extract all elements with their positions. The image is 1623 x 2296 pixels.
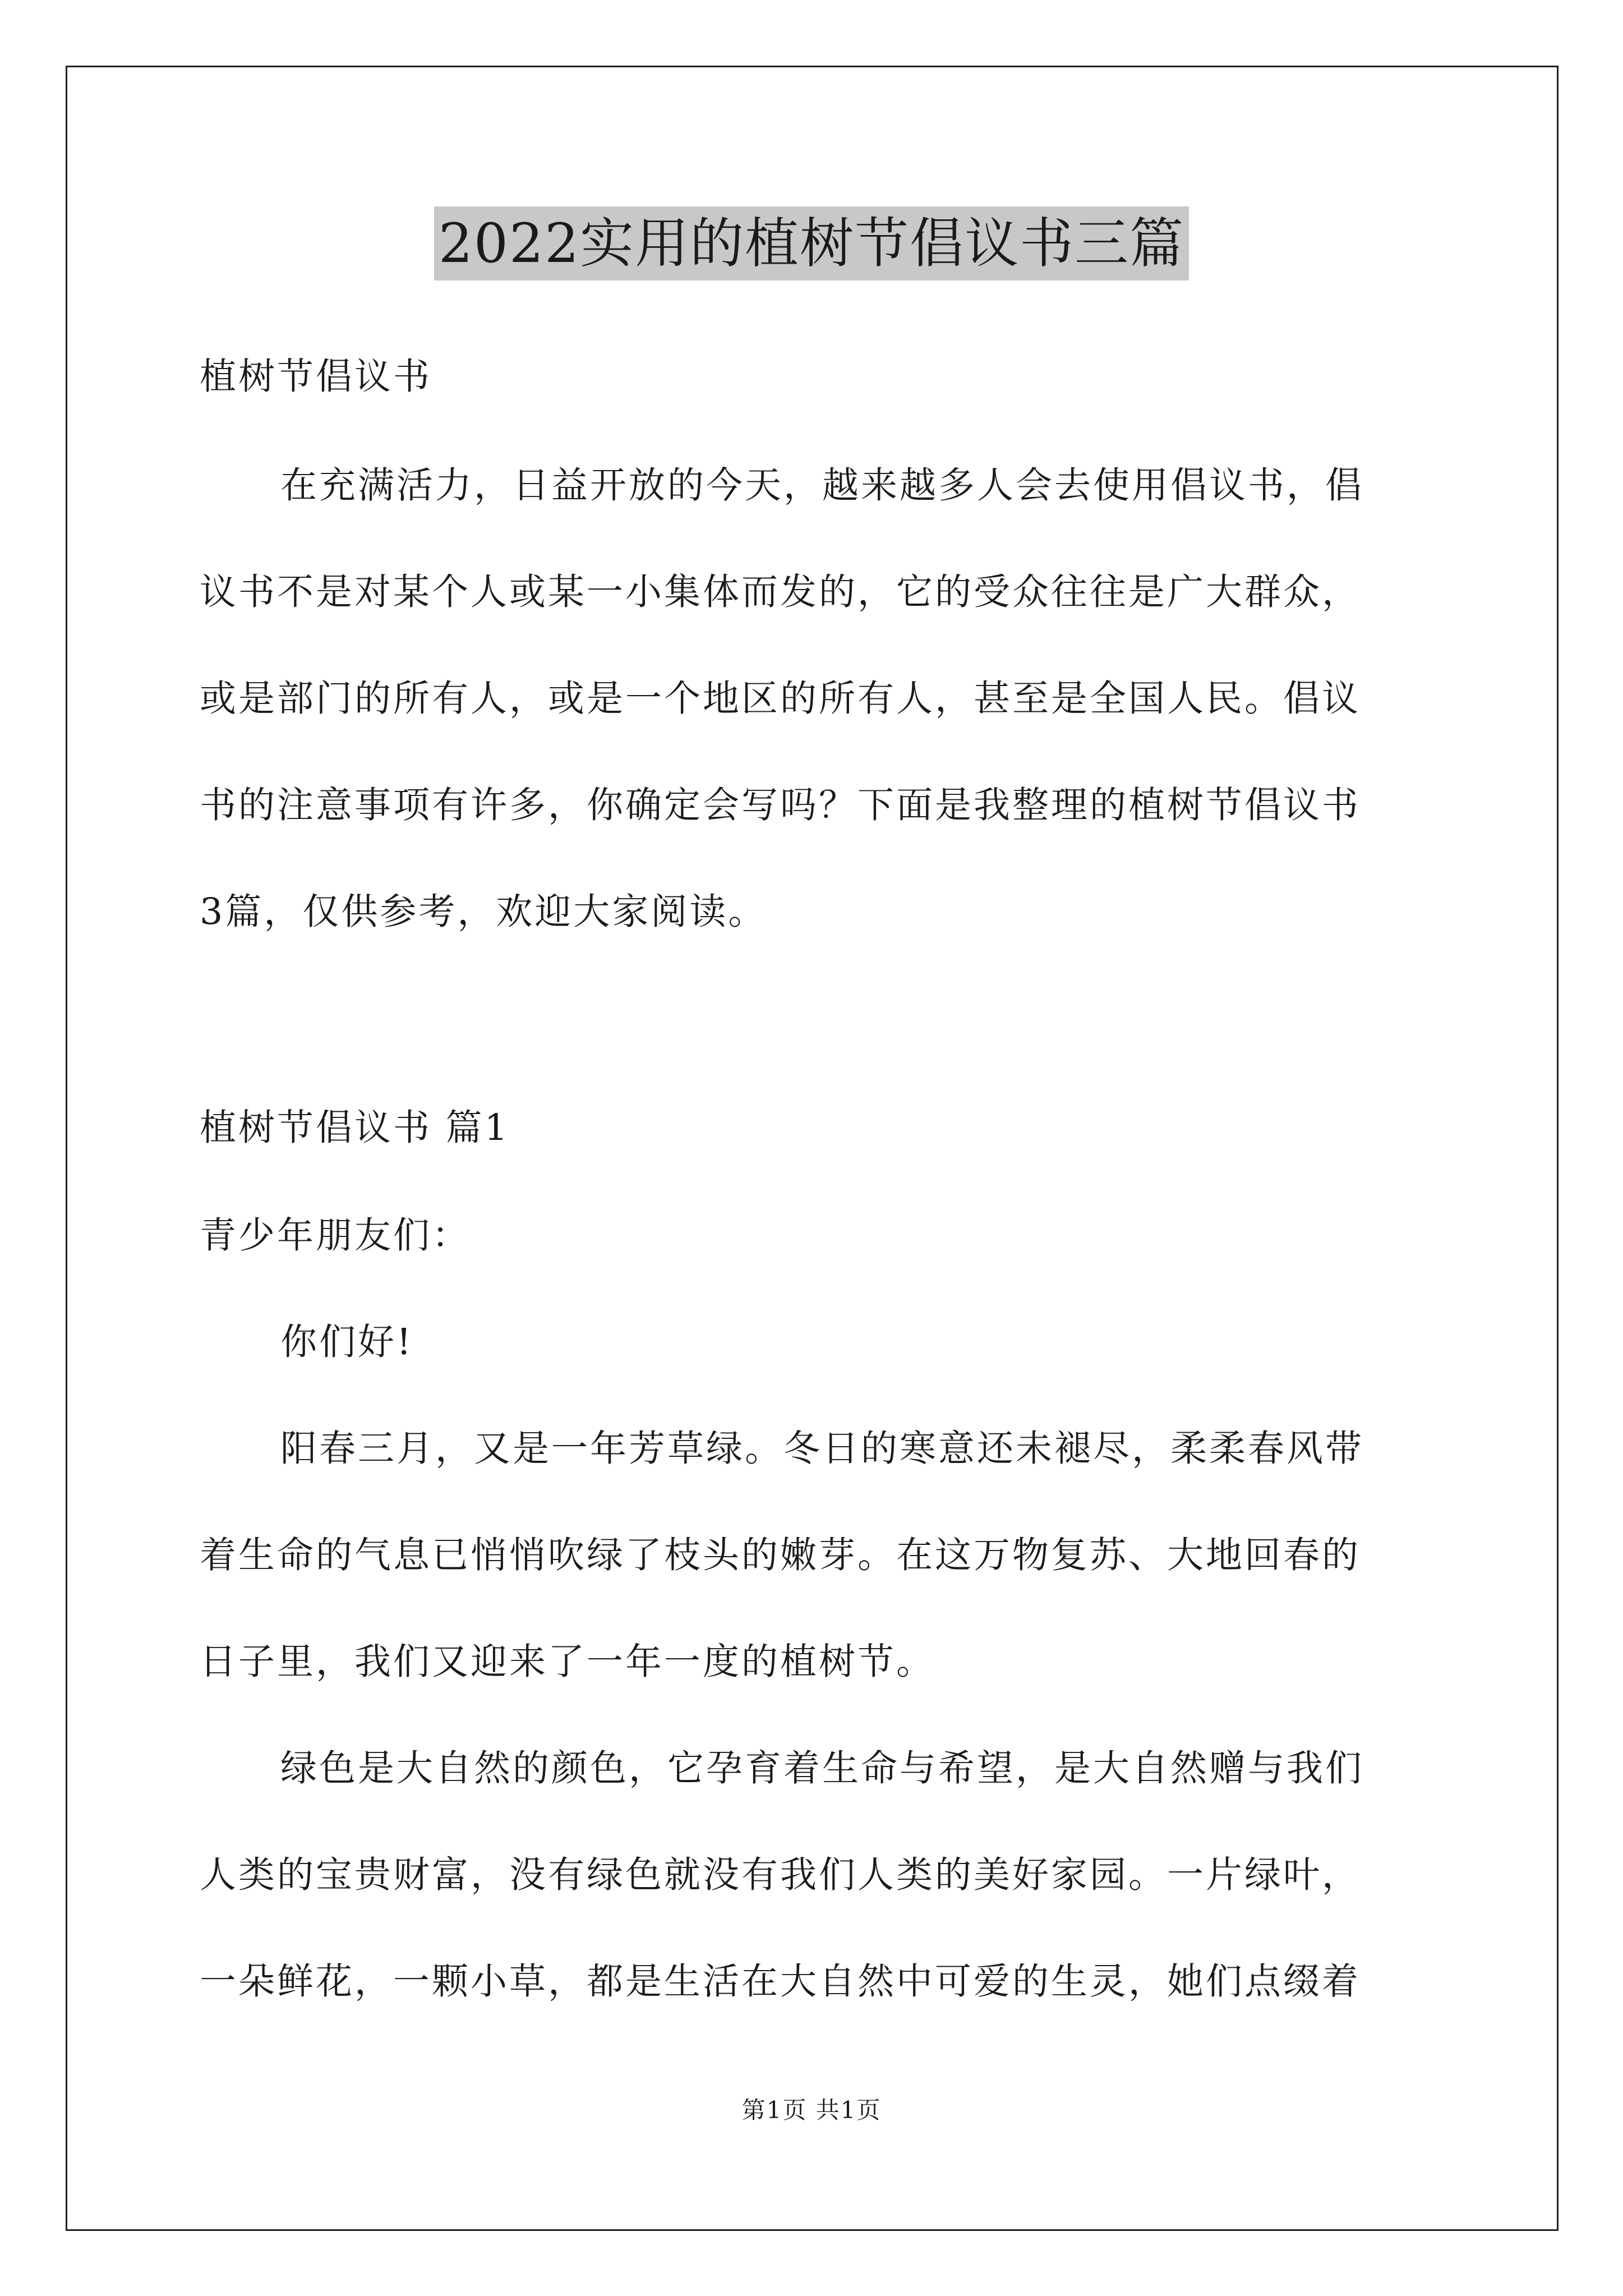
greeting: 你们好!	[280, 1321, 414, 1363]
section-heading: 植树节倡议书 篇1	[200, 1107, 510, 1149]
paragraph-line: 3篇，仅供参考，欢迎大家阅读。	[200, 891, 767, 933]
paragraph-line: 书的注意事项有许多，你确定会写吗？下面是我整理的植树节倡议书	[200, 784, 1361, 826]
paragraph-line: 绿色是大自然的颜色，它孕育着生命与希望，是大自然赠与我们	[280, 1747, 1364, 1789]
paragraph-line: 在充满活力，日益开放的今天，越来越多人会去使用倡议书，倡	[280, 464, 1364, 507]
paragraph-line: 日子里，我们又迎来了一年一度的植树节。	[200, 1641, 935, 1683]
paragraph-line: 着生命的气息已悄悄吹绿了枝头的嫩芽。在这万物复苏、大地回春的	[200, 1534, 1361, 1576]
salutation: 青少年朋友们：	[200, 1214, 471, 1257]
title-container	[0, 206, 1623, 280]
paragraph-line: 或是部门的所有人，或是一个地区的所有人，甚至是全国人民。倡议	[200, 678, 1361, 720]
paragraph-line: 一朵鲜花，一颗小草，都是生活在大自然中可爱的生灵，她们点缀着	[200, 1961, 1361, 2003]
document-title: 2022实用的植树节倡议书三篇	[434, 206, 1189, 280]
paragraph-line: 阳春三月，又是一年芳草绿。冬日的寒意还未褪尽，柔柔春风带	[280, 1428, 1364, 1470]
paragraph-line: 人类的宝贵财富，没有绿色就没有我们人类的美好家园。一片绿叶，	[200, 1854, 1361, 1896]
paragraph-line: 议书不是对某个人或某一小集体而发的，它的受众往往是广大群众，	[200, 571, 1361, 613]
page-number: 第1页 共1页	[741, 2096, 882, 2124]
section-heading: 植树节倡议书	[200, 356, 432, 398]
